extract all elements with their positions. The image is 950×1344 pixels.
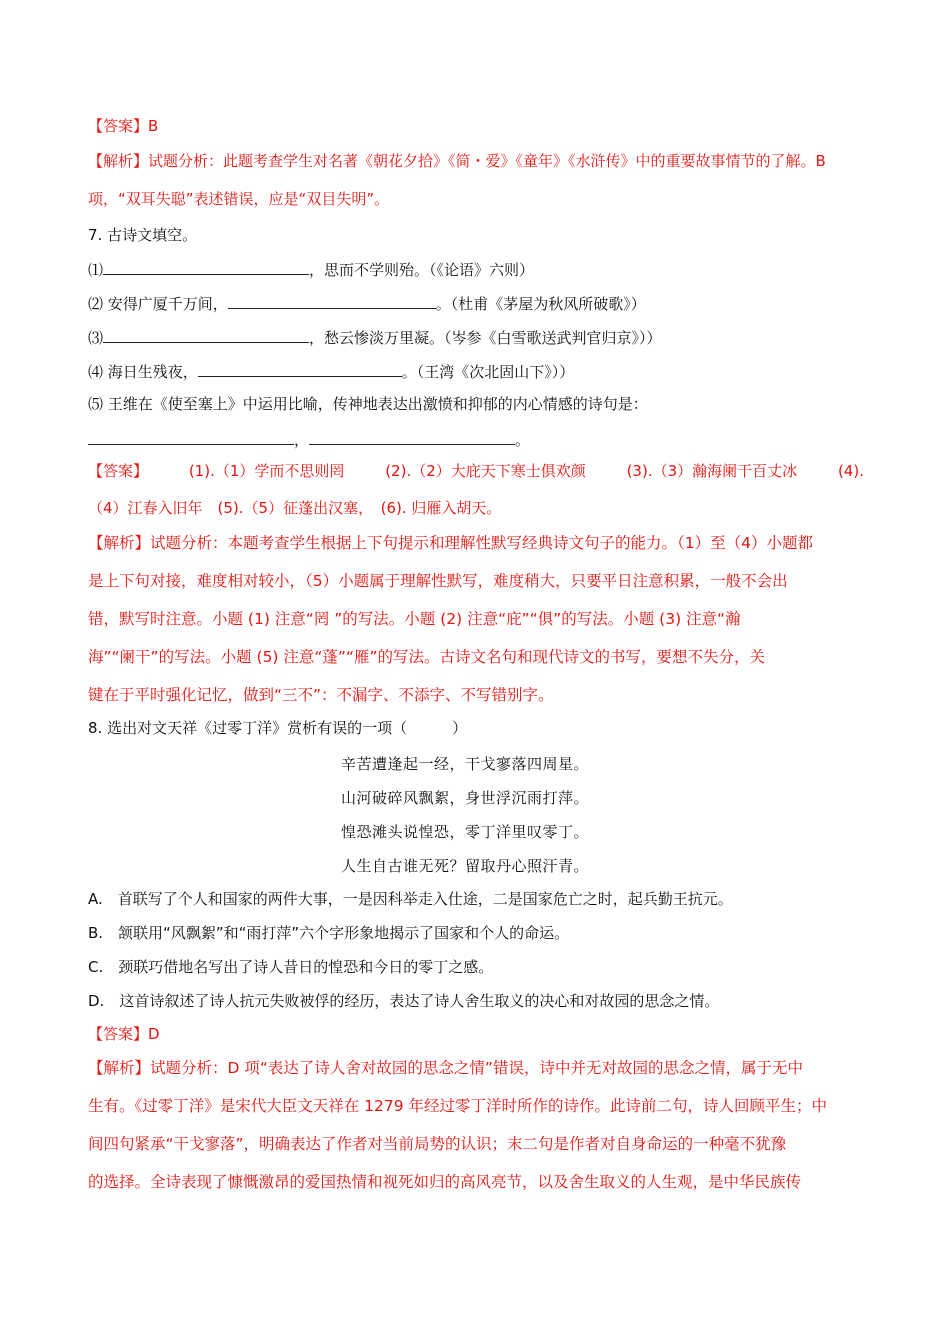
q7-answer-line-2: （4）江春入旧年 (5).（5）征蓬出汉塞， (6). 归雁入胡天。 (88, 499, 502, 517)
answer-blank[interactable] (103, 326, 309, 343)
q7-answer-line-1: 【答案】 (1).（1）学而不思则罔 (2).（2）大庇天下寒士俱欢颜 (3).（3）瀚海阑干百丈冰 (4). (88, 462, 864, 480)
answer-blank[interactable] (309, 428, 515, 445)
q7-item-3: ⑶ ，愁云惨淡万里凝。（岑参《白雪歌送武判官归京》）） (88, 326, 662, 348)
poem-line-2: 山河破碎风飘絮，身世浮沉雨打萍。 (341, 789, 590, 807)
answer-blank[interactable] (103, 258, 309, 275)
poem-line-1: 辛苦遭逢起一经，干戈寥落四周星。 (341, 755, 590, 773)
q7-item-5: ⑸ 王维在《使至塞上》中运用比喻，传神地表达出激愤和抑郁的内心情感的诗句是： (88, 395, 648, 413)
q7-analysis-line-1: 【解析】试题分析：本题考查学生根据上下句提示和理解性默写经典诗文句子的能力。（1）至（4）小题都 (88, 534, 813, 552)
answer-tag: 【答案】 (88, 117, 149, 135)
q7-analysis-line-2: 是上下句对接，难度相对较小，（5）小题属于理解性默写，难度稍大，只要平日注意积累，一般不会出 (88, 572, 788, 590)
poem-line-4: 人生自古谁无死？留取丹心照汗青。 (341, 857, 590, 875)
q8-option-a: A. 首联写了个人和国家的两件大事，一是因科举走入仕途，二是国家危亡之时，起兵勤王抗元。 (88, 890, 733, 908)
q6-answer (88, 116, 158, 136)
q7-item-4: ⑷ 海日生残夜， 。（王湾《次北固山下》）） (88, 360, 574, 382)
q7-item-5-blanks: ， 。 (88, 428, 530, 450)
answer-blank[interactable] (88, 428, 294, 445)
answer-value: B (148, 117, 159, 135)
q8-title: 8. 选出对文天祥《过零丁洋》赏析有误的一项（ ） (88, 719, 468, 737)
answer-blank[interactable] (228, 292, 436, 309)
q7-item-1: ⑴ ，思而不学则殆。（《论语》六则） (88, 258, 534, 280)
q6-analysis-line-1: 【解析】试题分析：此题考查学生对名著《朝花夕拾》《简・爱》《童年》《水浒传》中的重要故事情节的了解。B (88, 152, 826, 170)
q7-title: 7. 古诗文填空。 (88, 226, 198, 244)
q8-option-b: B. 颔联用“风飘絮”和“雨打萍”六个字形象地揭示了国家和个人的命运。 (88, 924, 570, 942)
q8-analysis-line-2: 生有。《过零丁洋》是宋代大臣文天祥在 1279 年经过零丁洋时所作的诗作。此诗前二句，诗人回顾平生；中 (88, 1097, 828, 1115)
q8-analysis-line-4: 的选择。全诗表现了慷慨激昂的爱国热情和视死如归的高风亮节，以及舍生取义的人生观，是中华民族传 (88, 1173, 802, 1191)
q6-analysis-line-2: 项，“双耳失聪”表述错误，应是“双目失明”。 (88, 190, 390, 208)
analysis-tag: 【解析】 (88, 1059, 151, 1077)
q8-analysis-line-3: 间四句紧承“干戈寥落”，明确表达了作者对当前局势的认识；末二句是作者对自身命运的一种毫不犹豫 (88, 1135, 787, 1153)
answer-tag: 【答案】 (88, 462, 149, 480)
analysis-tag: 【解析】 (88, 152, 149, 170)
q8-analysis-line-1: 【解析】试题分析：D 项“表达了诗人舍对故园的思念之情”错误，诗中并无对故园的思念之情，属于无中 (88, 1059, 803, 1077)
answer-tag: 【答案】 (88, 1025, 149, 1043)
q7-analysis-line-5: 键在于平时强化记忆，做到“三不”：不漏字、不添字、不写错别字。 (88, 686, 554, 704)
analysis-tag: 【解析】 (88, 534, 151, 552)
answer-value: D (148, 1025, 160, 1043)
q8-answer (88, 1024, 160, 1044)
q7-analysis-line-4: 海”“阑干”的写法。小题 (5) 注意“蓬”“雁”的写法。古诗文名句和现代诗文的书写，要想不失分，关 (88, 648, 766, 666)
poem-line-3: 惶恐滩头说惶恐，零丁洋里叹零丁。 (341, 823, 590, 841)
q7-item-2: ⑵ 安得广厦千万间， 。（杜甫《茅屋为秋风所破歌》） (88, 292, 646, 314)
answer-blank[interactable] (198, 360, 402, 377)
q7-analysis-line-3: 错，默写时注意。小题 (1) 注意“罔 ”的写法。小题 (2) 注意“庇”“俱”的写法。小题 (3) 注意“瀚 (88, 610, 741, 628)
q8-option-c: C. 颈联巧借地名写出了诗人昔日的惶恐和今日的零丁之感。 (88, 958, 494, 976)
q8-option-d: D. 这首诗叙述了诗人抗元失败被俘的经历，表达了诗人舍生取义的决心和对故园的思念之情。 (88, 992, 720, 1010)
